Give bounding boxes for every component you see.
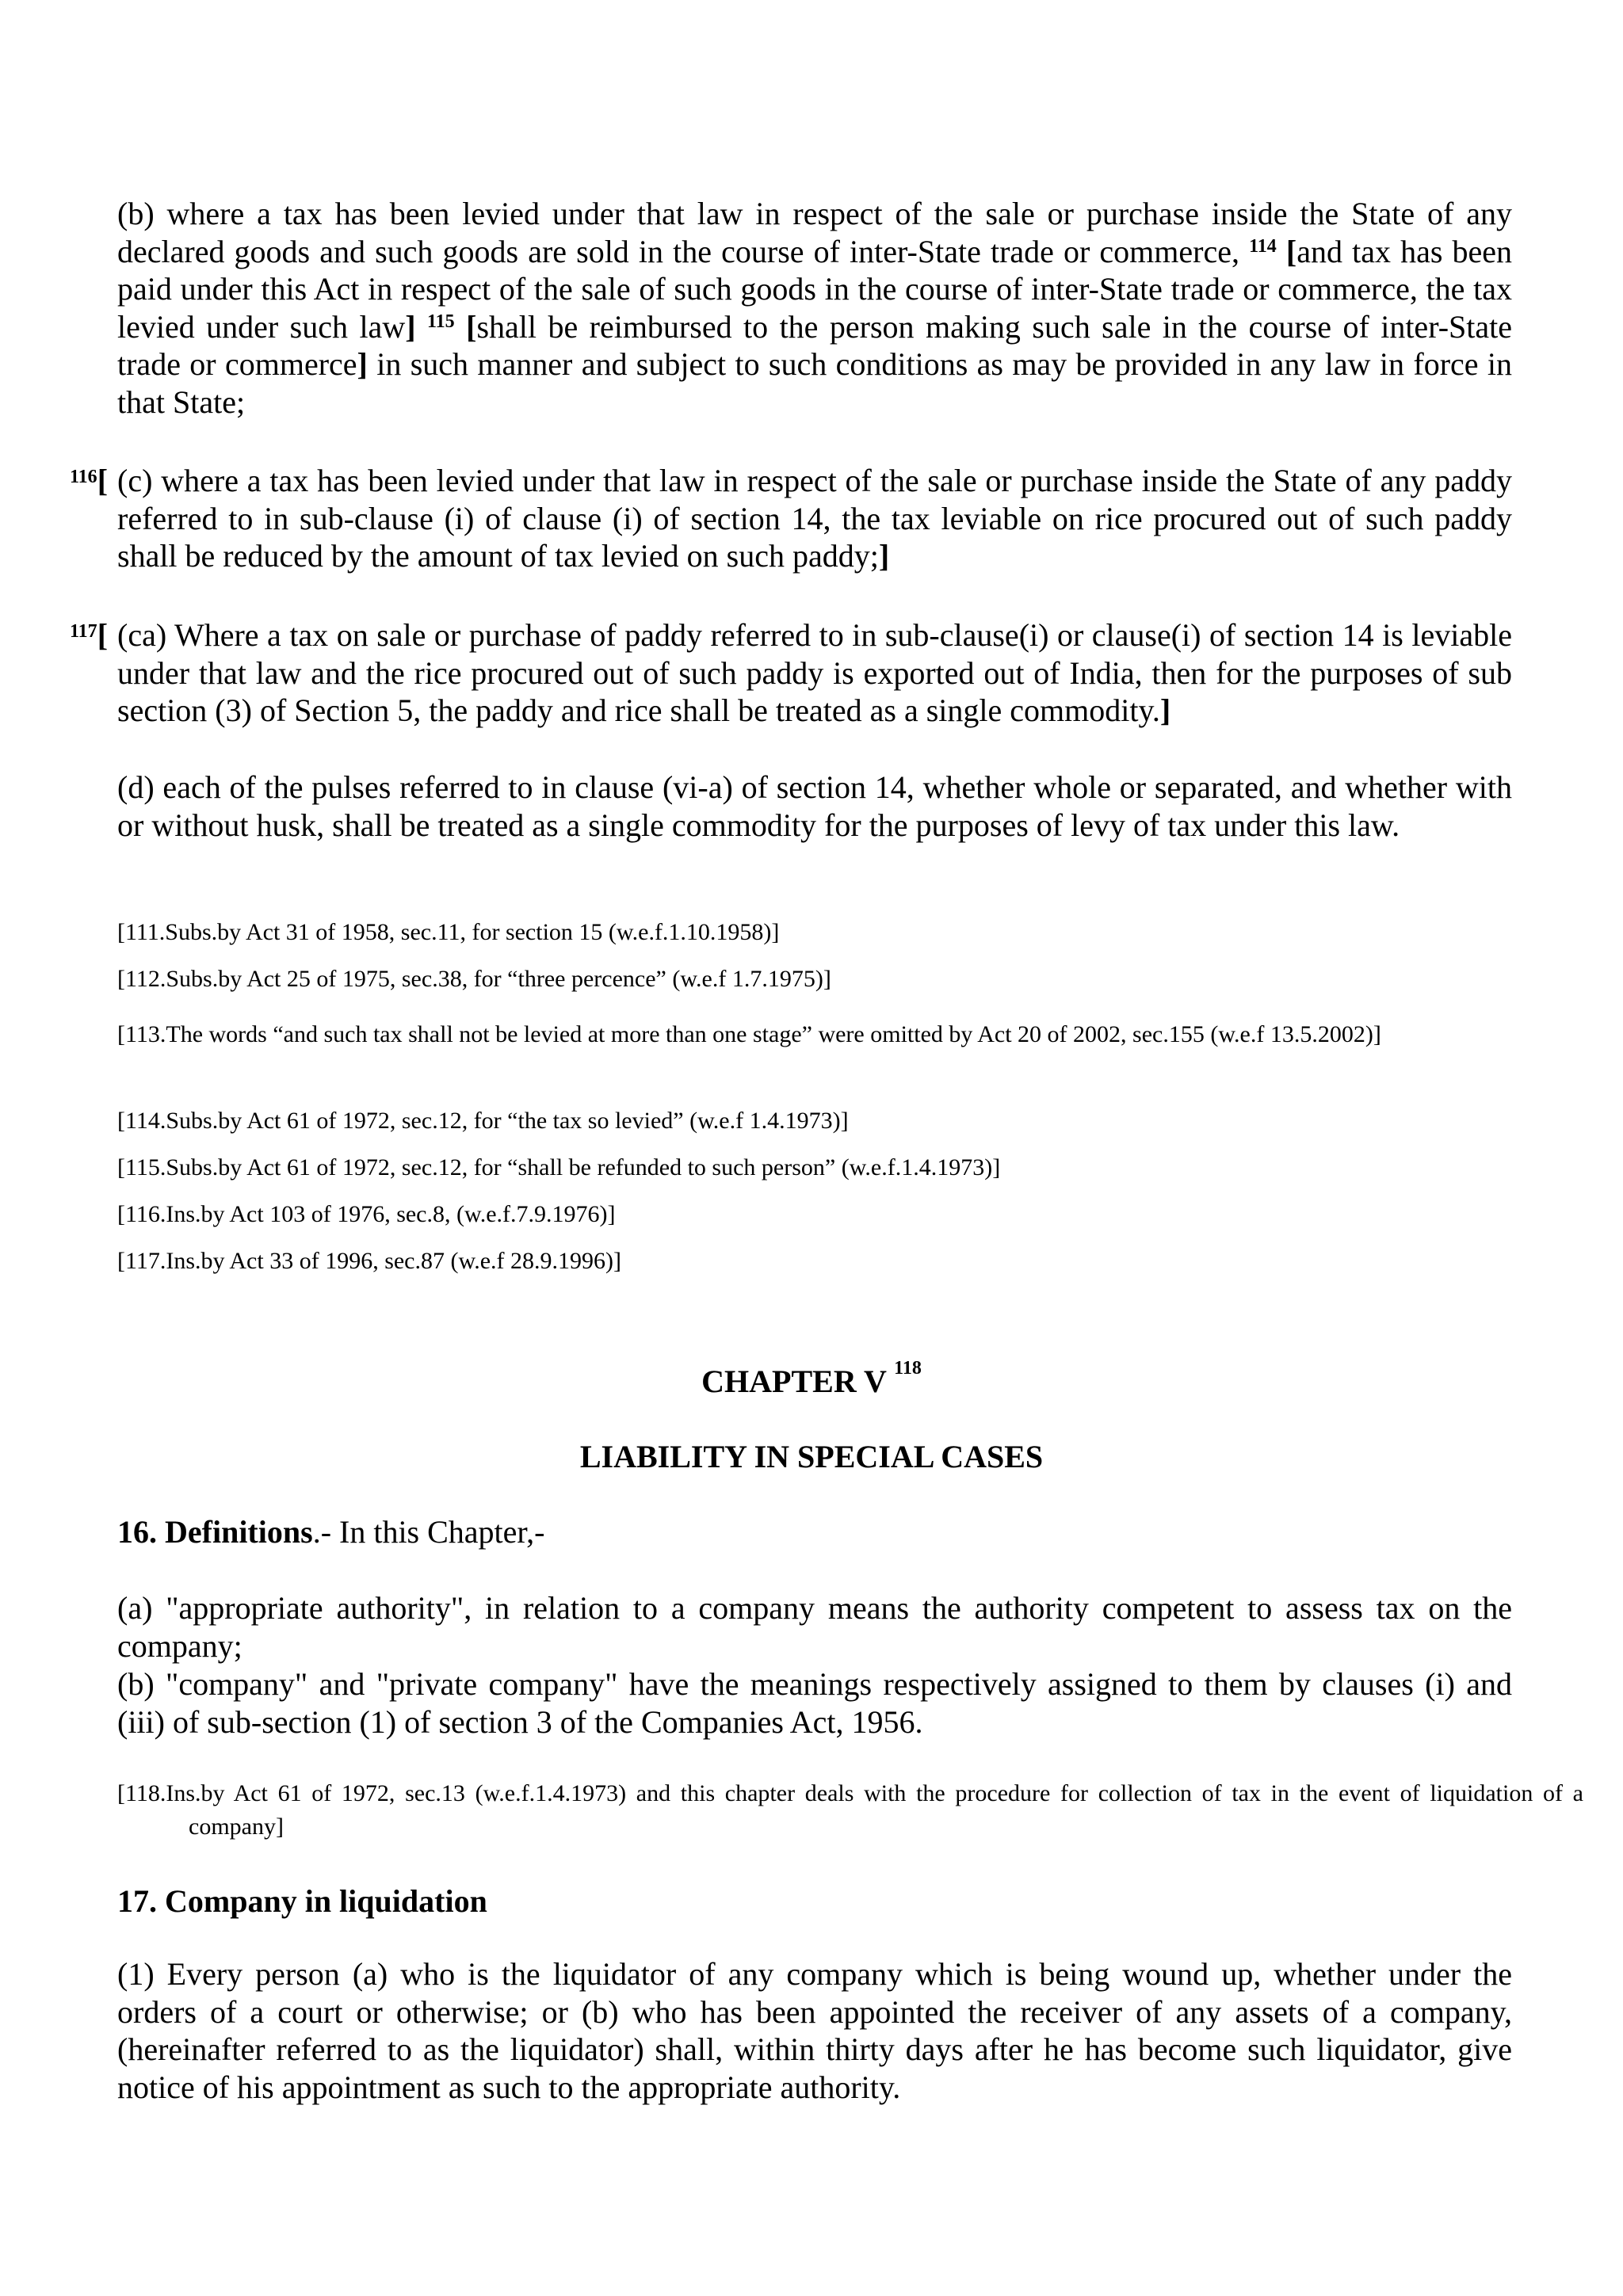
footnote-ref-116: 116 [70,467,97,487]
clause-b-text: (b) where a tax has been levied under that law in respect of the sale or purchase inside the State of any declared goods and such goods are sold in the course of inter-State trade or commerce, [117,196,1512,269]
footnote-116: [116.Ins.by Act 103 of 1976, sec.8, (w.e.f.7.9.1976)] [117,1201,616,1227]
clause-ca-marker [70,616,108,654]
definition-b: (b) "company" and "private company" have the meanings respectively assigned to them by clauses (i) and (iii) of sub-section (1) of section 3 of the Companies Act, 1956. [117,1666,1512,1740]
bracket-open: [ [97,463,109,498]
section-17-para-1: (1) Every person (a) who is the liquidator of any company which is being wound up, whether under the orders of a court or otherwise; or (b) who has been appointed the receiver of any assets of a company, (hereinafter referred to as the liquidator) shall, within thirty days after he has become such liquidator, give notice of his appointment as such to the appropriate authority. [117,1956,1512,2105]
bracket-open: [ [97,617,109,653]
footnote-ref-115: 115 [426,311,455,332]
footnote-ref-118: 118 [894,1358,922,1379]
bracket-close: ] [357,346,368,382]
section-16-heading [117,1513,544,1550]
footnote-115: [115.Subs.by Act 61 of 1972, sec.12, for “shall be refunded to such person” (w.e.f.1.4.1973)] [117,1154,1001,1180]
clause-c-marker [70,462,108,500]
section-16-title: 16. Definitions [117,1514,313,1550]
footnote-ref-114: 114 [1249,235,1277,257]
section-17-heading: 17. Company in liquidation [117,1883,487,1919]
bracket-close: ] [405,308,416,345]
footnote-113: [113.The words “and such tax shall not be levied at more than one stage” were omitted by Act 20 of 2002, sec.155 (w.e.f 13.5.2002)] [117,1021,1381,1047]
clause-c-text: (c) where a tax has been levied under that law in respect of the sale or purchase inside the State of any paddy referred to in sub-clause (i) of clause (i) of section 14, the tax leviable on rice procured out of such paddy shall be reduced by the amount of tax levied on such paddy; [117,463,1512,574]
definition-a: (a) "appropriate authority", in relation to a company means the authority competent to assess tax on the company; [117,1590,1512,1664]
clause-d [117,769,1512,844]
footnote-111: [111.Subs.by Act 31 of 1958, sec.11, for section 15 (w.e.f.1.10.1958)] [117,919,780,945]
bracket-close: ] [878,538,890,574]
footnote-112: [112.Subs.by Act 25 of 1975, sec.38, for “three percence” (w.e.f 1.7.1975)] [117,966,831,992]
bracket-close: ] [1159,692,1171,728]
clause-c [117,462,1512,575]
bracket-open: [ [1285,233,1297,269]
footnote-118: [118.Ins.by Act 61 of 1972, sec.13 (w.e.f.1.4.1973) and this chapter deals with the procedure for collection of tax in the event of liquidation of a company] [117,1780,1583,1840]
footnote-ref-117: 117 [70,621,97,642]
clause-b-text: shall be reimbursed to the person making such sale in the course of inter-State trade or commerce [117,308,1513,382]
clause-ca [117,616,1512,730]
chapter-subtitle: LIABILITY IN SPECIAL CASES [579,1439,1044,1474]
clause-b-text: in such manner and subject to such conditions as may be provided in any law in force in that State; [117,346,1512,420]
chapter-title-text: CHAPTER V [701,1363,887,1399]
clause-d-text: (d) each of the pulses referred to in clause (vi-a) of section 14, whether whole or separated, and whether with or without husk, shall be treated as a single commodity for the purposes of levy of tax under this law. [117,769,1512,843]
clause-ca-text: (ca) Where a tax on sale or purchase of paddy referred to in sub-clause(i) or clause(i) of section 14 is leviable under that law and the rice procured out of such paddy is exported out of India, then for the purposes of sub section (3) of Section 5, the paddy and rice shall be treated as a single commodity. [117,617,1512,728]
section-16-intro: .- In this Chapter,- [312,1514,545,1550]
bracket-open: [ [466,308,477,345]
chapter-title [0,1358,1623,1400]
clause-b [117,195,1512,421]
footnote-117: [117.Ins.by Act 33 of 1996, sec.87 (w.e.f 28.9.1996)] [117,1248,621,1274]
footnote-114: [114.Subs.by Act 61 of 1972, sec.12, for “the tax so levied” (w.e.f 1.4.1973)] [117,1108,849,1134]
clause-b-text: and tax has been paid under this Act in respect of the sale of such goods in the course of inter-State trade or commerce, the tax levied under such law [117,233,1513,345]
